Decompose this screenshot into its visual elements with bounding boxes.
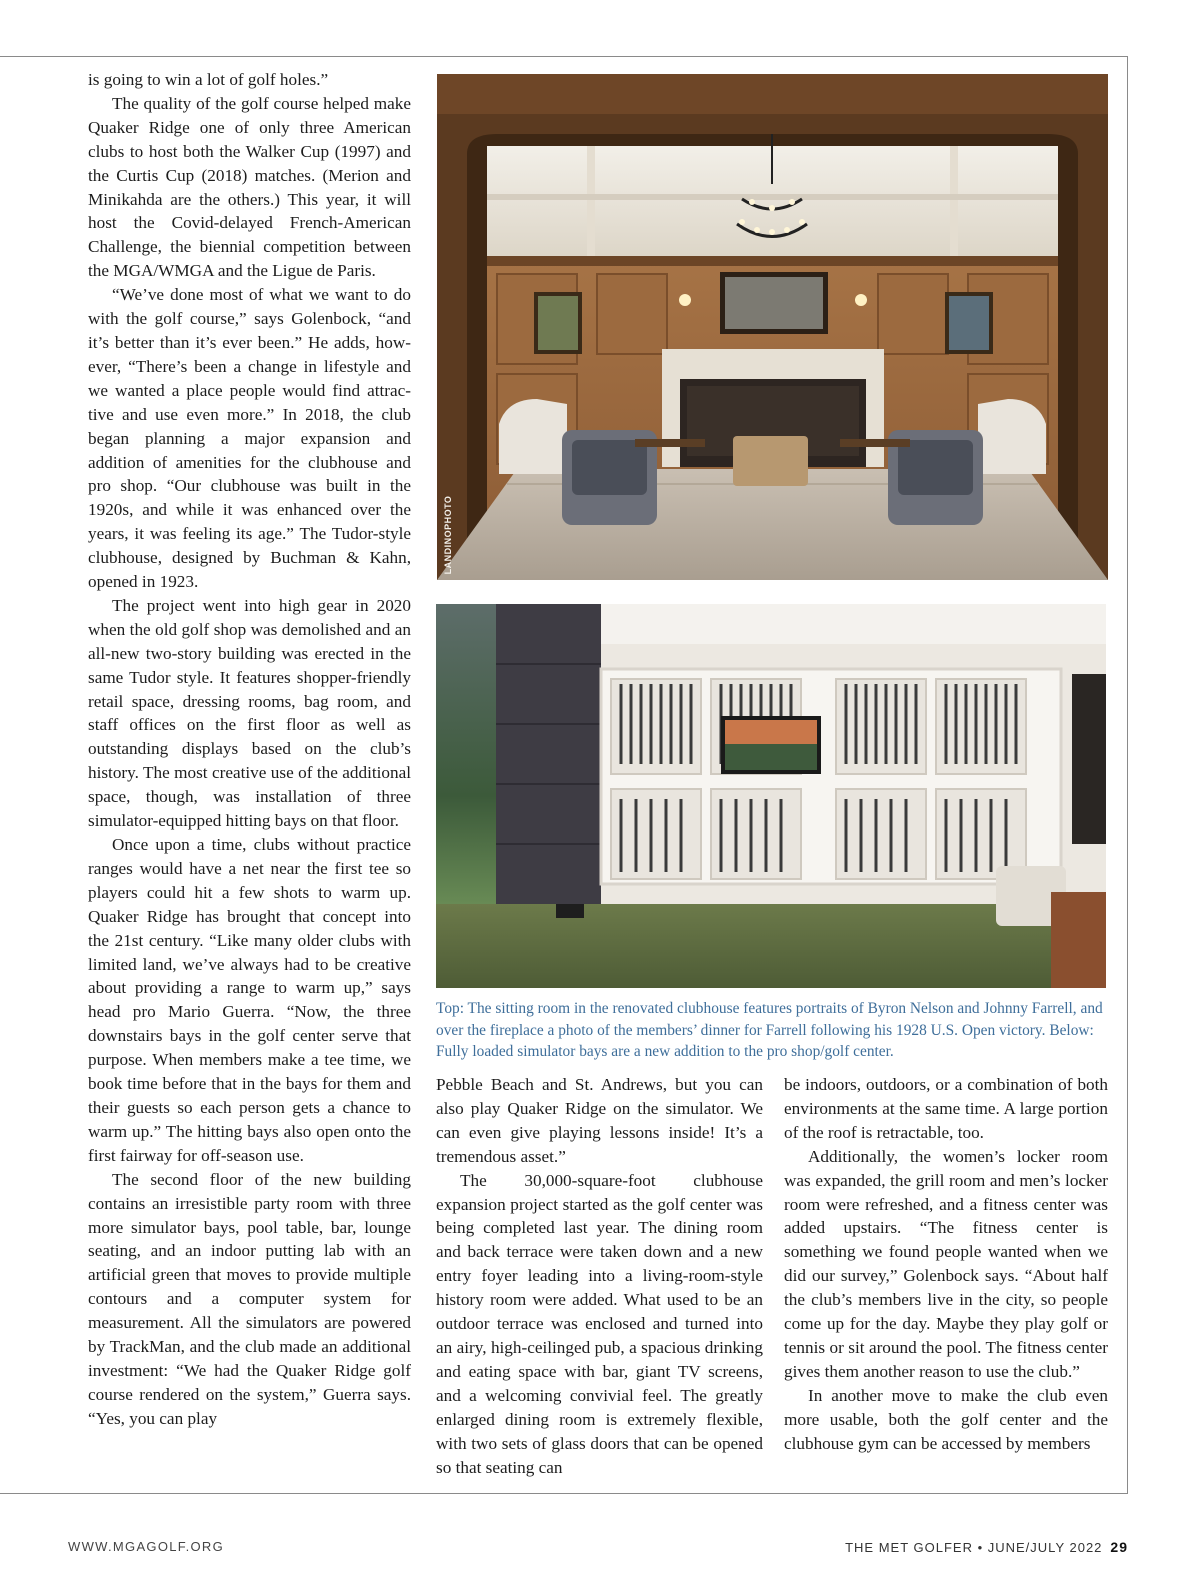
paragraph: In another move to make the club even more usable, both the golf center and the clubhouse gym can be accessed by members (784, 1385, 1108, 1453)
article-column-middle (436, 1073, 763, 1479)
photo-credit (440, 495, 456, 580)
paragraph: is going to win a lot of golf holes.” (88, 70, 329, 89)
paragraph: “We’ve done most of what we want to do with the golf course,” says Golenbock, “and it’s better than it’s ever been.” He adds, however, “There’s been a change in lifestyle and we wanted a place people would find attractive and use even more.” In 2018, the club began planning a major expansion and addition of amenities for the clubhouse and pro shop. “Our clubhouse was built in the 1920s, and while it was enhanced over the years, it was feeling its age.” The Tudor-style clubhouse, designed by Buchman & Kahn, opened in 1923. (88, 285, 411, 592)
paragraph: The 30,000-square-foot clubhouse expansion project started as the golf center was being completed last year. The dining room and back terrace were taken down and a new entry foyer leading into a living-room-style history room were added. What used to be an outdoor terrace was enclosed and turned into an airy, high-ceilinged pub, a spacious drinking and eating space with bar, giant TV screens, and a welcoming convivial feel. The greatly enlarged dining room is extremely flexible, with two sets of glass doors that can be opened so that seating can (436, 1170, 763, 1477)
footer-publication (845, 1539, 1128, 1555)
page-frame-top-rule (0, 56, 1128, 57)
simulator-bay-photo (436, 604, 1106, 988)
article-column-right (784, 1073, 1108, 1456)
sitting-room-photo (437, 74, 1108, 580)
page-frame-right-rule (1127, 56, 1128, 1494)
paragraph: Once upon a time, clubs without practice ranges would have a net near the first tee so players could hit a few shots to warm up. Quaker Ridge has brought that concept into the 21st century. “Like many older clubs with limited land, we’ve always had to be creative about providing a range to warm up,” says head pro Mario Guerra. “Now, the three downstairs bays in the golf center serve that purpose. When members make a tee time, we book time before that in the bays for them and their guests so each person gets a chance to warm up.” The hitting bays also open onto the first fairway for off-season use. (88, 835, 411, 1165)
paragraph: The project went into high gear in 2020 when the old golf shop was demolished and an all-new two-story building was erected in the same Tudor style. It features shopper-friendly retail space, dressing rooms, bag room, and staff offices on the first floor as well as outstanding displays based on the club’s history. The most creative use of the additional space, though, was installation of three simulator-equipped hitting bays on that floor. (88, 595, 411, 831)
page-frame-bottom-rule (0, 1493, 1128, 1494)
photo-credit-text: LANDINOPHOTO (443, 495, 453, 575)
page-number: 29 (1110, 1539, 1128, 1555)
footer-publication-name: THE MET GOLFER • JUNE/JULY 2022 (845, 1540, 1103, 1555)
paragraph: The second floor of the new building contains an irresistible party room with three more simulator bays, pool table, bar, lounge seating, and an indoor putting lab with an artificial green that moves to provide multiple contours and a computer system for measurement. All the simulators are powered by TrackMan, and the club made an additional investment: “We had the Quaker Ridge golf course rendered on the system,” Guerra says. “Yes, you can play (88, 1169, 411, 1428)
paragraph: The quality of the golf course helped make Quaker Ridge one of only three American clubs to host both the Walker Cup (1997) and the Curtis Cup (2018) matches. (Merion and Minikahda are the others.) This year, it will host the Covid-delayed French-American Challenge, the biennial competition between the MGA/WMGA and the Ligue de Paris. (88, 93, 411, 281)
paragraph: Additionally, the women’s locker room was expanded, the grill room and men’s locker room were refreshed, and a fitness center was added upstairs. “The fitness center is something we found people wanted when we did our survey,” Golenbock says. “About half the club’s members live in the city, so people come up for the day. Maybe they play golf or tennis or sit around the pool. The fitness center gives them another reason to use the club.” (784, 1146, 1108, 1381)
footer-website: WWW.MGAGOLF.ORG (68, 1539, 224, 1554)
photo-caption: Top: The sitting room in the renovated clubhouse features portraits of Byron Nelson and Johnny Farrell, and over the fireplace a photo of the members’ dinner for Farrell following his 1928 U.S. Open victory. Below: Fully loaded simulator bays are a new addition to the pro shop/golf center. (436, 1000, 1103, 1060)
paragraph: be indoors, outdoors, or a combination of both environments at the same time. A large portion of the roof is retractable, too. (784, 1075, 1108, 1142)
article-column-left (88, 68, 411, 1431)
paragraph: Pebble Beach and St. Andrews, but you can also play Quaker Ridge on the simulator. We can even give playing lessons inside! It’s a tremendous asset.” (436, 1075, 763, 1166)
